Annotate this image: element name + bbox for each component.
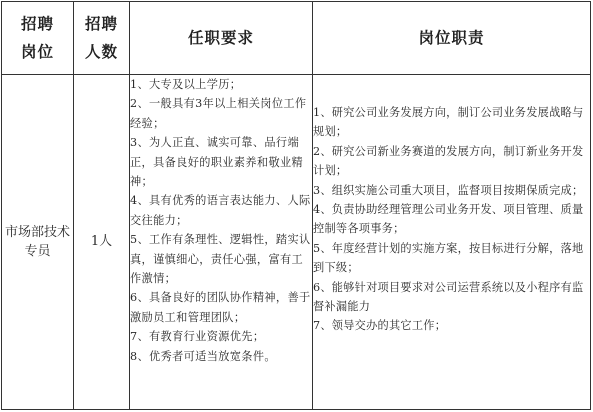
requirement-item: 8、优秀者可适当放宽条件。 bbox=[130, 349, 276, 363]
duty-item: 5、年度经营计划的实施方案，按目标进行分解，落地到下级； bbox=[313, 241, 584, 275]
duty-item: 7、领导交办的其它工作； bbox=[313, 319, 447, 333]
header-post-line2: 岗位 bbox=[20, 42, 54, 61]
header-row bbox=[2, 2, 591, 75]
requirement-item: 6、具备良好的团队协作精神，善于激励员工和管理团队； bbox=[130, 291, 311, 324]
header-count bbox=[74, 2, 130, 75]
recruitment-table bbox=[1, 1, 591, 410]
header-duties: 岗位职责 bbox=[313, 2, 591, 75]
requirement-item: 5、工作有条理性、逻辑性，踏实认真，谨慎细心，责任心强，富有工作激情； bbox=[130, 233, 311, 286]
duty-item: 1、研究公司业务发展方向，制订公司业务发展战略与规划； bbox=[313, 106, 584, 139]
requirement-item: 2、一般具有3年以上相关岗位工作经验； bbox=[130, 97, 307, 130]
requirement-item: 1、大专及以上学历； bbox=[130, 78, 242, 91]
header-count-line2: 人数 bbox=[84, 42, 118, 61]
duty-item: 2、研究公司新业务赛道的发展方向，制订新业务开发计划； bbox=[313, 144, 584, 178]
header-post bbox=[2, 2, 74, 75]
duties-list bbox=[313, 75, 590, 336]
duty-item: 6、能够针对项目要求对公司运营系统以及小程序有监督补漏能力 bbox=[313, 280, 584, 314]
department-cell: 市场部技术专员 bbox=[2, 75, 74, 410]
header-requirements: 任职要求 bbox=[130, 2, 313, 75]
duty-item: 4、负责协助经理管理公司业务开发、项目管理、质量控制等各项事务； bbox=[313, 203, 584, 236]
requirement-item: 3、为人正直、诚实可靠、品行端正，具备良好的职业素养和敬业精神； bbox=[130, 136, 304, 189]
duties-cell bbox=[313, 75, 591, 410]
header-count-line1: 招聘 bbox=[84, 14, 118, 33]
requirement-item: 4、具有优秀的语言表达能力、人际交往能力； bbox=[130, 194, 311, 227]
duty-item: 3、组织实施公司重大项目，监督项目按期保质完成； bbox=[313, 183, 584, 197]
header-post-line1: 招聘 bbox=[20, 14, 54, 33]
requirement-item: 7、有教育行业资源优先； bbox=[130, 330, 265, 344]
job-row bbox=[2, 75, 591, 410]
requirements-cell bbox=[130, 75, 313, 410]
headcount-cell: 1人 bbox=[74, 75, 130, 410]
